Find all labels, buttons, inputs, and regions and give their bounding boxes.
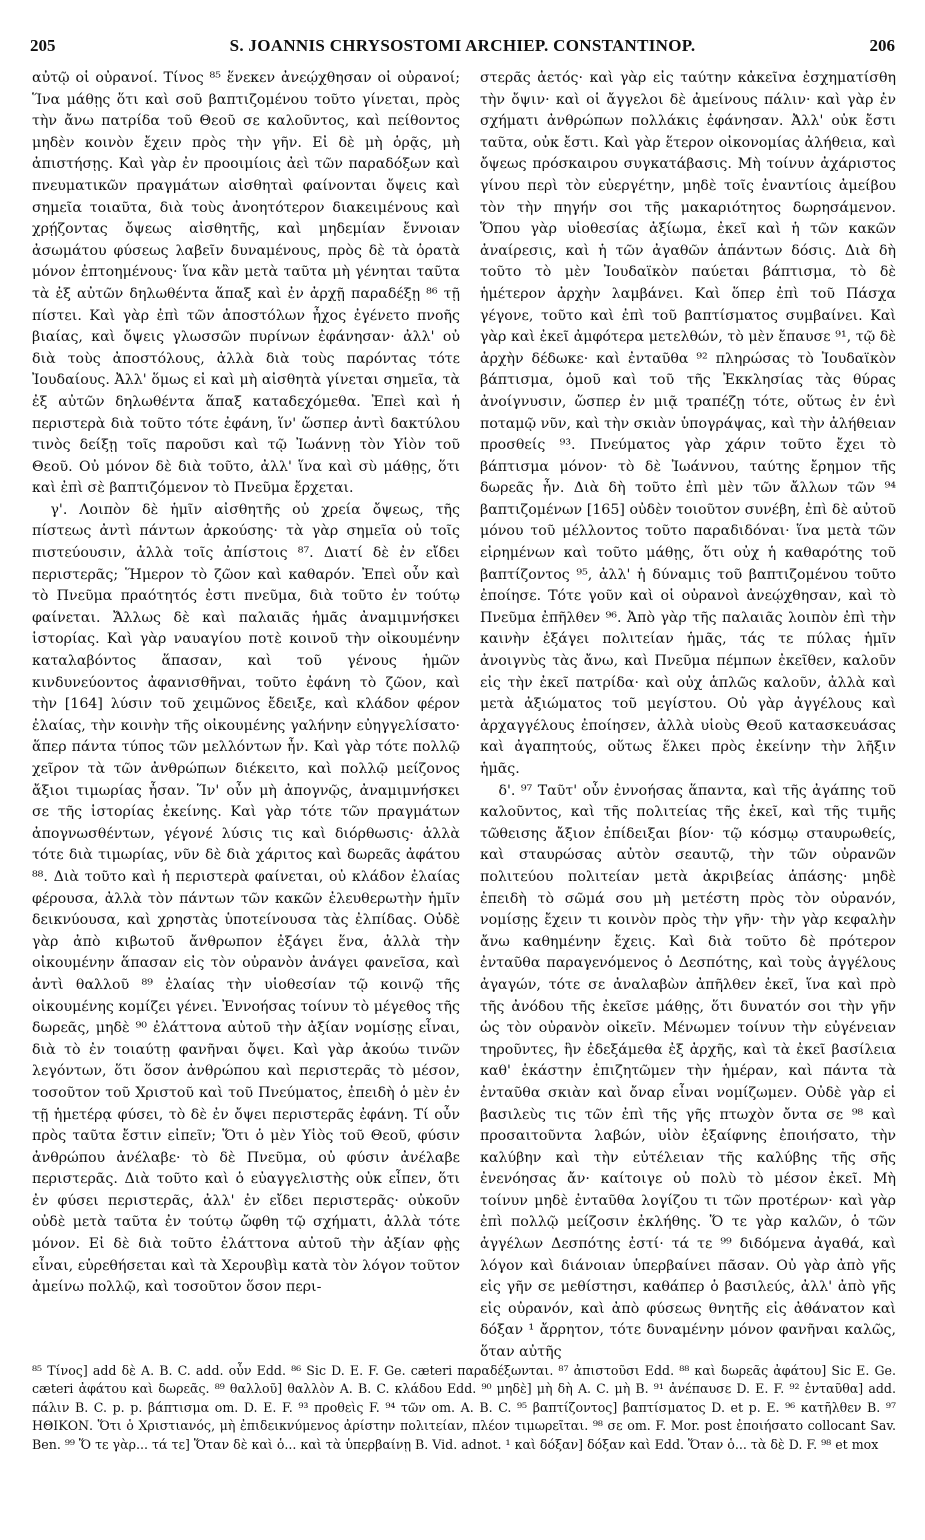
right-paragraph-1: στερᾶς ἀετός· καὶ γὰρ εἰς ταύτην κἀκεῖνα ἐσχηματίσθη τὴν ὄψιν· καὶ οἱ ἄγγελοι δὲ ἀμείνους πάλιν· καὶ γὰρ ἐν σχήματι ἀνθρώπων πολλάκις ἐφάνησαν. Ἀλλ' οὐκ ἔστι ταῦτα, οὐκ ἔστι. Καὶ γὰρ ἕτερον οἰκονομίας ἀλήθεια, καὶ ὄψεως πρόσκαιρου συγκατάβασις. Μὴ τοίνυν ἀχάριστος γίνου περὶ τὸν εὐεργέτην, μηδὲ τοῖς ἐναντίοις ἀμείβου τὸν τὴν πηγήν σοι τῆς μακαριότητος δωρησάμενον. Ὅπου γὰρ υἱοθεσίας ἀξίωμα, ἐκεῖ καὶ ἡ τῶν κακῶν ἀναίρεσις, καὶ ἡ τῶν ἀγαθῶν ἁπάντων δόσις. Διὰ δὴ τοῦτο τὸ μὲν Ἰουδαϊκὸν παύεται βάπτισμα, τὸ δὲ ἡμέτερον ἀρχὴν λαμβάνει. Καὶ ὅπερ ἐπὶ τοῦ Πάσχα γέγονε, τοῦτο καὶ ἐπὶ τοῦ βαπτίσματος συμβαίνει. Καὶ γὰρ καὶ ἐκεῖ ἀμφότερα μετελθών, τὸ μὲν ἔπαυσε ⁹¹, τῷ δὲ ἀρχὴν δέδωκε· καὶ ἐνταῦθα ⁹² πληρώσας τὸ Ἰουδαϊκὸν βάπτισμα, ὁμοῦ καὶ τοῦ τῆς Ἐκκλησίας τὰς θύρας ἀνοίγνυσιν, ὥσπερ ἐν μιᾷ τραπέζῃ τότε, οὕτως ἐν ἑνὶ ποταμῷ νῦν, καὶ τὴν σκιὰν ὑπογράψας, καὶ τὴν ἀλήθειαν προσθείς ⁹³. Πνεύματος γὰρ χάριν τοῦτο ἔχει τὸ βάπτισμα μόνον· τὸ δὲ Ἰωάννου, ταύτης ἔρημον τῆς δωρεᾶς ἦν. Διὰ δὴ τοῦτο ἐπὶ μὲν τῶν ἄλλων τῶν ⁹⁴ βαπτιζομένων [165] οὐδὲν τοιοῦτον συνέβη, ἐπὶ δὲ αὐτοῦ μόνου τοῦ μέλλοντος τοῦτο παραδιδόναι· ἵνα μετὰ τῶν εἰρημένων καὶ τοῦτο μάθῃς, ὅτι οὐχ ἡ καθαρότης τοῦ βαπτίζοντος ⁹⁵, ἀλλ' ἡ δύναμις τοῦ βαπτιζομένου τοῦτο ἐποίησε. Τότε γοῦν καὶ οἱ οὐρανοὶ ἀνεῴχθησαν, καὶ τὸ Πνεῦμα ἐπῆλθεν ⁹⁶. Ἀπὸ γὰρ τῆς παλαιᾶς λοιπὸν ἐπὶ τὴν καινὴν ἐξάγει πολιτείαν ἡμᾶς, τάς τε πύλας ἡμῖν ἀνοιγνὺς τὰς ἄνω, καὶ Πνεῦμα πέμπων ἐκεῖθεν, καλοῦν εἰς τὴν ἐκεῖ πατρίδα· καὶ οὐχ ἁπλῶς καλοῦν, ἀλλὰ καὶ μετὰ ἀξιώματος τοῦ μεγίστου. Οὐ γὰρ ἀγγέλους καὶ ἀρχαγγέλους ἐποίησεν, ἀλλὰ υἱοὺς Θεοῦ κατασκευάσας καὶ ἀγαπητούς, οὕτως ἕλκει πρὸς ἐκείνην τὴν λῆξιν ἡμᾶς. bbox=[480, 70, 896, 777]
right-column bbox=[480, 68, 896, 1360]
running-title: S. JOANNIS CHRYSOSTOMI ARCHIEP. CONSTANTINOP. bbox=[229, 36, 696, 55]
left-paragraph-1: αὐτῷ οἱ οὐρανοί. Τίνος ⁸⁵ ἕνεκεν ἀνεῴχθησαν οἱ οὐρανοί; Ἵνα μάθῃς ὅτι καὶ σοῦ βαπτιζομένου τοῦτο γίνεται, πρὸς τὴν ἄνω πατρίδα τοῦ Θεοῦ σε καλοῦντος, καὶ πείθοντος μηδὲν κοινὸν ἔχειν πρὸς τὴν γῆν. Εἰ δὲ μὴ ὁρᾷς, μὴ ἀπιστήσῃς. Καὶ γὰρ ἐν προοιμίοις ἀεὶ τῶν παραδόξων καὶ πνευματικῶν πραγμάτων αἰσθηταὶ φαίνονται ὄψεις καὶ σημεῖα τοιαῦτα, διὰ τοὺς ἀνοητότερον διακειμένους καὶ χρῄζοντας ὄψεως αἰσθητῆς, καὶ μηδεμίαν ἔννοιαν ἀσωμάτου φύσεως λαβεῖν δυναμένους, πρὸς δὲ τὰ ὁρατὰ μόνον ἐπτοημένους· ἵνα κἂν μετὰ ταῦτα μὴ γένηται ταῦτα τὰ ἐξ αὐτῶν δηλωθέντα ἅπαξ καὶ ἐν ἀρχῇ παραδέξῃ ⁸⁶ τῇ πίστει. Καὶ γὰρ ἐπὶ τῶν ἀποστόλων ἦχος ἐγένετο πνοῆς βιαίας, καὶ ὄψεις γλωσσῶν πυρίνων ἐφάνησαν· ἀλλ' οὐ διὰ τοὺς ἀποστόλους, ἀλλὰ διὰ τοὺς παρόντας τότε Ἰουδαίους. Ἀλλ' ὅμως εἰ καὶ μὴ αἰσθητὰ γίνεται σημεῖα, τὰ ἐξ αὐτῶν δηλωθέντα ἅπαξ καταδεχόμεθα. Ἐπεὶ καὶ ἡ περιστερὰ διὰ τοῦτο τότε ἐφάνη, ἵν' ὥσπερ ἀντὶ δακτύλου τινὸς δείξῃ τοῖς παροῦσι καὶ τῷ Ἰωάννῃ τὸν Υἱὸν τοῦ Θεοῦ. Οὐ μόνον δὲ διὰ τοῦτο, ἀλλ' ἵνα καὶ σὺ μάθῃς, ὅτι καὶ ἐπὶ σὲ βαπτιζόμενον τὸ Πνεῦμα ἔρχεται. bbox=[32, 70, 460, 497]
page-number-left: 205 bbox=[30, 36, 56, 55]
left-paragraph-2: γ'. Λοιπὸν δὲ ἡμῖν αἰσθητῆς οὐ χρεία ὄψεως, τῆς πίστεως ἀντὶ πάντων ἀρκούσης· τὰ γὰρ σημεῖα οὐ τοῖς πιστεύουσιν, ἀλλὰ τοῖς ἀπίστοις ⁸⁷. Διατί δὲ ἐν εἴδει περιστερᾶς; Ἥμερον τὸ ζῶον καὶ καθαρόν. Ἐπεὶ οὖν καὶ τὸ Πνεῦμα πραότητός ἐστι πνεῦμα, διὰ τοῦτο ἐν τούτῳ φαίνεται. Ἄλλως δὲ καὶ παλαιᾶς ἡμᾶς ἀναμιμνήσκει ἱστορίας. Καὶ γὰρ ναυαγίου ποτὲ κοινοῦ τὴν οἰκουμένην καταλαβόντος ἅπασαν, καὶ τοῦ γένους ἡμῶν κινδυνεύοντος ἀφανισθῆναι, τοῦτο ἐφάνη τὸ ζῶον, καὶ τὴν [164] λύσιν τοῦ χειμῶνος ἔδειξε, καὶ κλάδον φέρον ἐλαίας, τὴν κοινὴν τῆς οἰκουμένης γαλήνην εὐηγγελίσατο· ἅπερ πάντα τύπος τῶν μελλόντων ἦν. Καὶ γὰρ τότε πολλῷ χεῖρον τὰ τῶν ἀνθρώπων διέκειτο, καὶ πολλῷ μείζονος ἄξιοι τιμωρίας ἦσαν. Ἵν' οὖν μὴ ἀπογνῷς, ἀναμιμνήσκει σε τῆς ἱστορίας ἐκείνης. Καὶ γὰρ τότε τῶν πραγμάτων ἀπογνωσθέντων, γέγονέ λύσις τις καὶ διόρθωσις· ἀλλὰ τότε διὰ τιμωρίας, νῦν δὲ διὰ χάριτος καὶ δωρεᾶς ἀφάτου ⁸⁸. Διὰ τοῦτο καὶ ἡ περιστερὰ φαίνεται, οὐ κλάδον ἐλαίας φέρουσα, ἀλλὰ τὸν πάντων τῶν κακῶν ἐλευθερωτὴν ἡμῖν δεικνύουσα, καὶ χρηστὰς ὑποτείνουσα τὰς ἐλπίδας. Οὐδὲ γὰρ ἀπὸ κιβωτοῦ ἄνθρωπον ἐξάγει ἕνα, ἀλλὰ τὴν οἰκουμένην ἅπασαν εἰς τὸν οὐρανὸν ἀνάγει φανεῖσα, καὶ ἀντὶ θαλλοῦ ⁸⁹ ἐλαίας τὴν υἱοθεσίαν τῷ κοινῷ τῆς οἰκουμένης κομίζει γένει. Ἐννοήσας τοίνυν τὸ μέγεθος τῆς δωρεᾶς, μηδὲ ⁹⁰ ἐλάττονα αὐτοῦ τὴν ἀξίαν νομίσῃς εἶναι, διὰ τὸ ἐν τοιαύτῃ φανῆναι ὄψει. Καὶ γὰρ ἀκούω τινῶν λεγόντων, ὅτι ὅσον ἀνθρώπου καὶ περιστερᾶς τὸ μέσον, τοσοῦτον τοῦ Χριστοῦ καὶ τοῦ Πνεύματος, ἐπειδὴ ὁ μὲν ἐν τῇ ἡμετέρᾳ φύσει, τὸ δὲ ἐν ὄψει περιστερᾶς ἐφάνη. Τί οὖν πρὸς ταῦτα ἔστιν εἰπεῖν; Ὅτι ὁ μὲν Υἱὸς τοῦ Θεοῦ, φύσιν ἀνθρώπου ἀνέλαβε· τὸ δὲ Πνεῦμα, οὐ φύσιν ἀνέλαβε περιστερᾶς. Διὰ τοῦτο καὶ ὁ εὐαγγελιστὴς οὐκ εἶπεν, ὅτι ἐν φύσει περιστερᾶς, ἀλλ' ἐν εἴδει περιστερᾶς· οὐκοῦν οὐδὲ μετὰ ταῦτα ἐν τούτῳ ὤφθη τῷ σχήματι, ἀλλὰ τότε μόνον. Εἰ δὲ διὰ τοῦτο ἐλάττονα αὐτοῦ τὴν ἀξίαν φῂς εἶναι, εὑρεθήσεται καὶ τὰ Χερουβὶμ κατὰ τὸν λόγον τοῦτον ἀμείνω πολλῷ, καὶ τοσοῦτον ὅσον περι- bbox=[32, 501, 460, 1296]
footnotes: ⁸⁵ Τίνος] add δὲ A. B. C. add. οὖν Edd. ⁸⁶ Sic D. E. F. Ge. cæteri παραδέξωνται. ⁸⁷ ἀπιστοῦσι Edd. ⁸⁸ καὶ δωρεᾶς ἀφάτου] Sic E. Ge. cæteri ἀφάτου καὶ δωρεᾶς. ⁸⁹ θαλλοῦ] θαλλὸν A. B. C. κλάδου Edd. ⁹⁰ μηδὲ] μὴ δὴ A. C. μὴ B. ⁹¹ ἀνέπαυσε D. E. F. ⁹² ἐνταῦθα] add. πάλιν B. C. p. p. βάπτισμα om. D. E. F. ⁹³ προθεὶς F. ⁹⁴ τῶν om. A. B. C. ⁹⁵ βαπτίζοντος] βαπτίσματος D. et p. E. ⁹⁶ κατῆλθεν B. ⁹⁷ ΗΘΙΚΟΝ. Ὅτι ὁ Χριστιανός, μὴ ἐπιδεικνύμενος ἀρίστην πολιτείαν, πλέον τιμωρεῖται. ⁹⁸ σε om. F. Mor. post ἐποιήσατο collocant Sav. Ben. ⁹⁹ Ὅ τε γὰρ... τά τε] Ὅταν δὲ καὶ ὁ... καὶ τὰ ὑπερβαίνῃ B. Vid. adnot. ¹ καὶ δόξαν] δόξαν καὶ Edd. Ὅταν ὁ... τὰ δὲ D. F. ⁹⁸ et mox bbox=[32, 1363, 896, 1452]
left-column bbox=[32, 68, 460, 1360]
running-header bbox=[30, 36, 895, 62]
page-number-right: 206 bbox=[869, 36, 895, 55]
right-paragraph-2: δ'. ⁹⁷ Ταῦτ' οὖν ἐννοήσας ἅπαντα, καὶ τῆς ἀγάπης τοῦ καλοῦντος, καὶ τῆς πολιτείας τῆς ἐκεῖ, καὶ τῆς τιμῆς τῶθεισης ἄξιον ἐπίδειξαι βίον· τῷ κόσμῳ σταυρωθείς, καὶ σταυρώσας αὐτὸν σεαυτῷ, τὴν τῶν οὐρανῶν πολιτεύου πολιτείαν μετὰ ἀκριβείας ἁπάσης· μηδὲ ἐπειδὴ τὸ σῶμά σου μὴ μετέστη πρὸς τὸν οὐρανόν, νομίσῃς ἔχειν τι κοινὸν πρὸς τὴν γῆν· τὴν γὰρ κεφαλὴν ἄνω καθημένην ἔχεις. Καὶ διὰ τοῦτο δὲ πρότερον ἐνταῦθα παραγενόμενος ὁ Δεσπότης, καὶ τοὺς ἀγγέλους ἀγαγών, τότε σε ἀναλαβὼν ἀπῆλθεν ἐκεῖ, ἵνα καὶ πρὸ τῆς ἀνόδου τῆς ἐκεῖσε μάθῃς, ὅτι δυνατόν σοι τὴν γῆν ὡς τὸν οὐρανὸν οἰκεῖν. Μένωμεν τοίνυν τὴν εὐγένειαν τηροῦντες, ἣν ἐδεξάμεθα ἐξ ἀρχῆς, καὶ τὰ ἐκεῖ βασίλεια καθ' ἑκάστην ἐπιζητῶμεν τὴν ἡμέραν, καὶ πάντα τὰ ἐνταῦθα σκιὰν καὶ ὄναρ εἶναι νομίζωμεν. Οὐδὲ γὰρ εἰ βασιλεὺς τις τῶν ἐπὶ τῆς γῆς πτωχὸν ὄντα σε ⁹⁸ καὶ προσαιτοῦντα λαβών, υἱὸν ἐξαίφνης ἐποιήσατο, τὴν καλύβην καὶ τὴν εὐτέλειαν τῆς καλύβης τῆς σῆς ἐνενόησας ἄν· καίτοιγε οὐ πολὺ τὸ μέσον ἐκεῖ. Μὴ τοίνυν μηδὲ ἐνταῦθα λογίζου τι τῶν προτέρων· καὶ γὰρ ἐπὶ πολλῷ μείζοσιν ἐκλήθης. Ὅ τε γὰρ καλῶν, ὁ τῶν ἀγγέλων Δεσπότης ἐστί· τά τε ⁹⁹ διδόμενα ἀγαθά, καὶ λόγον καὶ διάνοιαν ὑπερβαίνει πᾶσαν. Οὐ γὰρ ἀπὸ γῆς εἰς γῆν σε μεθίστησι, καθάπερ ὁ βασιλεύς, ἀλλ' ἀπὸ γῆς εἰς οὐρανόν, καὶ ἀπὸ φύσεως θνητῆς εἰς ἀθάνατον καὶ δόξαν ¹ ἄρρητον, τότε δυναμένην μόνον φανῆναι καλῶς, ὅταν αὐτῆς bbox=[480, 782, 896, 1360]
